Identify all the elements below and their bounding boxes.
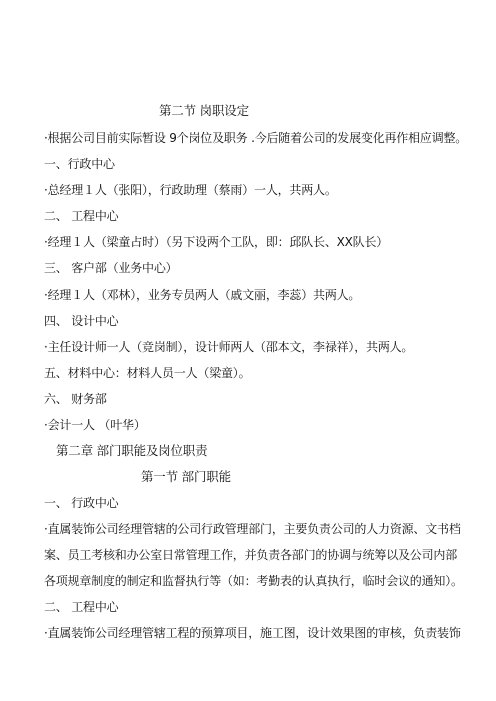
dept-staff-customer: ·经理１人（邓林），业务专员两人（戚文丽，李蕊）共两人。	[44, 288, 361, 302]
dept-staff-finance: ·会计一人 （叶华）	[44, 418, 146, 432]
function-text-line: ·直属装饰公司经理管辖工程的预算项目，施工图，设计效果图的审核，负责装饰	[44, 626, 461, 640]
dept-staff-design: ·主任设计师一人（竞岗制），设计师两人（邵本文，李禄祥），共两人。	[44, 340, 414, 354]
function-heading-engineering: 二、 工程中心	[44, 600, 119, 614]
function-text-line: 各项规章制度的制定和监督执行等（如：考勤表的认真执行，临时会议的通知）。	[44, 574, 463, 588]
dept-heading-engineering: 二、 工程中心	[44, 209, 119, 223]
dept-heading-design: 四、 设计中心	[44, 314, 119, 328]
function-text-line: 案、员工考核和办公室日常管理工作，并负责各部门的协调与统筹以及公司内部	[44, 548, 458, 562]
dept-materials-line: 五、材料中心：材料人员一人（梁童）。	[44, 366, 251, 380]
intro-paragraph: ·根据公司目前实际暂设 9个岗位及职务 .今后随着公司的发展变化再作相应调整。	[44, 131, 468, 145]
dept-heading-customer: 三、 客户部（业务中心）	[44, 261, 178, 275]
section-title-functions: 第一节 部门职能	[141, 469, 231, 484]
dept-heading-admin: 一、行政中心	[44, 157, 115, 171]
chapter-title: 第二章 部门职能及岗位职责	[56, 443, 208, 458]
function-text-line: ·直属装饰公司经理管辖的公司行政管理部门，主要负责公司的人力资源、文书档	[44, 522, 461, 536]
function-heading-admin: 一、 行政中心	[44, 496, 119, 510]
section-title: 第二节 岗职设定	[159, 103, 249, 118]
dept-heading-finance: 六、 财务部	[44, 392, 107, 406]
dept-staff-engineering: ·经理１人（梁童占时）（另下设两个工队，即：邱队长、XX队长）	[44, 235, 389, 249]
dept-staff-admin: ·总经理１人（张阳），行政助理（蔡雨）一人，共两人。	[44, 183, 337, 197]
